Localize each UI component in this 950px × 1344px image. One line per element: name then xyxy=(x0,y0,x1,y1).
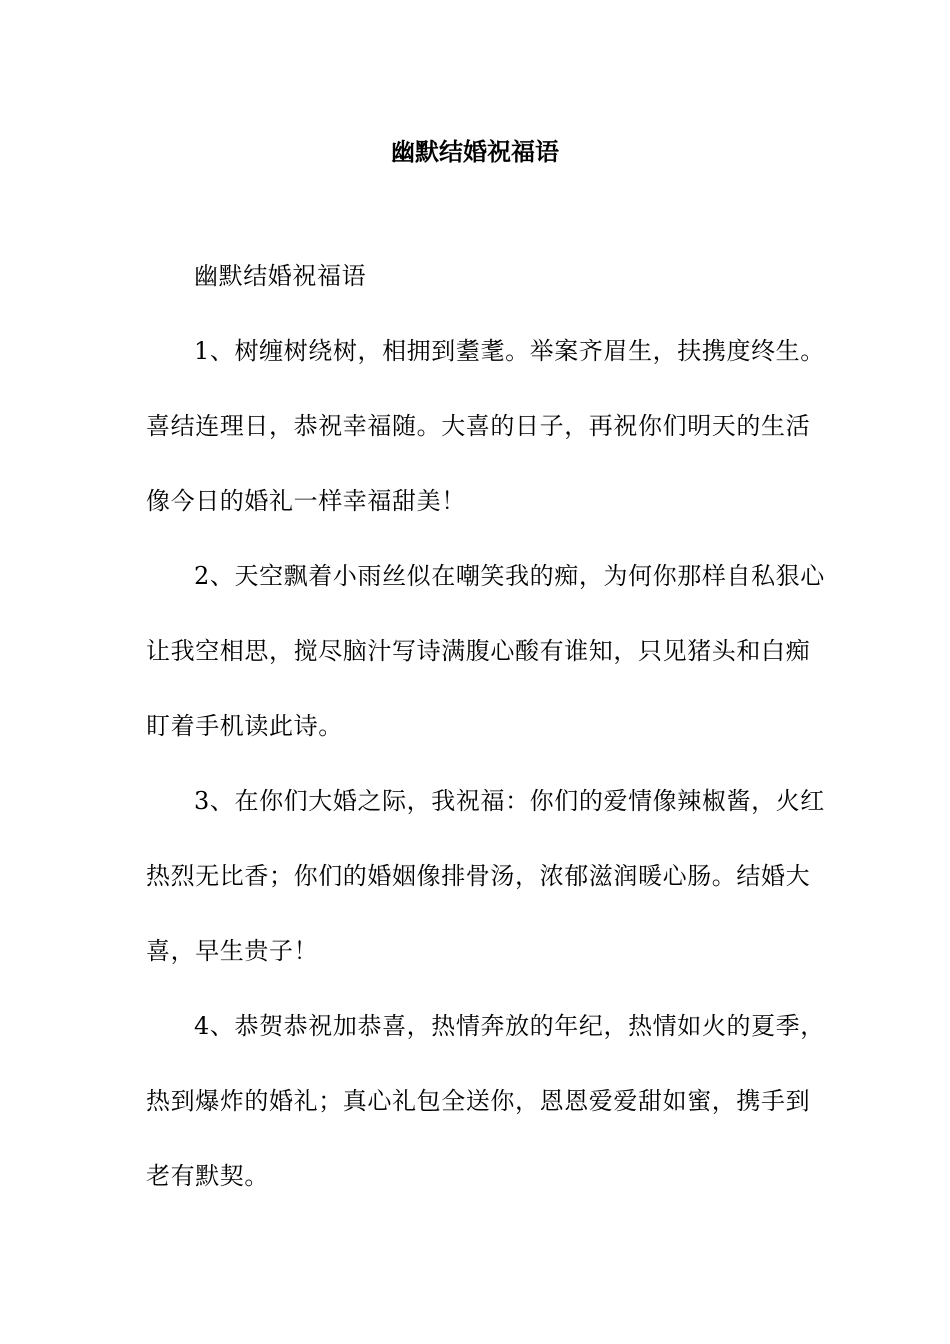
paragraph-line: 1、树缠树绕树，相拥到耋耄。举案齐眉生，扶携度终生。 xyxy=(194,337,825,365)
paragraph-line: 喜，早生贵子！ xyxy=(146,937,319,965)
paragraph-line: 4、恭贺恭祝加恭喜，热情奔放的年纪，热情如火的夏季， xyxy=(194,1012,825,1040)
paragraph-4 xyxy=(146,1007,825,1195)
paragraph-1 xyxy=(146,332,825,520)
paragraph-line: 让我空相思，搅尽脑汁写诗满腹心酸有谁知，只见猪头和白痴 xyxy=(146,637,811,665)
paragraph-2 xyxy=(146,557,825,745)
paragraph-line: 老有默契。 xyxy=(146,1162,269,1190)
paragraph-line: 像今日的婚礼一样幸福甜美！ xyxy=(146,487,466,515)
paragraph-line: 盯着手机读此诗。 xyxy=(146,712,343,740)
paragraph-line: 幽默结婚祝福语 xyxy=(194,262,367,290)
paragraph-subtitle xyxy=(146,257,806,295)
document-body xyxy=(146,257,825,1232)
document-title: 幽默结婚祝福语 xyxy=(391,137,559,166)
paragraph-line: 3、在你们大婚之际，我祝福：你们的爱情像辣椒酱，火红 xyxy=(194,787,825,815)
paragraph-line: 2、天空飘着小雨丝似在嘲笑我的痴，为何你那样自私狠心 xyxy=(194,562,825,590)
paragraph-line: 热到爆炸的婚礼；真心礼包全送你，恩恩爱爱甜如蜜，携手到 xyxy=(146,1087,811,1115)
paragraph-line: 喜结连理日，恭祝幸福随。大喜的日子，再祝你们明天的生活 xyxy=(146,412,811,440)
paragraph-line: 热烈无比香；你们的婚姻像排骨汤，浓郁滋润暖心肠。结婚大 xyxy=(146,862,811,890)
paragraph-3 xyxy=(146,782,825,970)
